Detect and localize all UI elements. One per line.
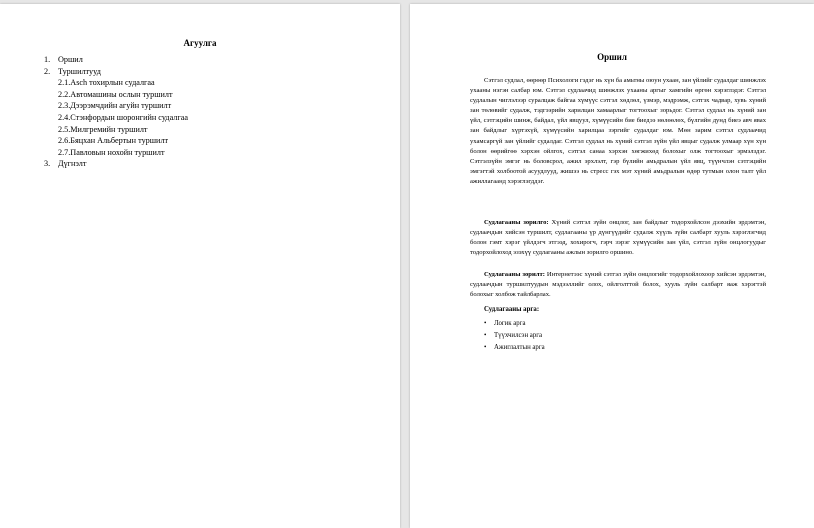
toc-subitem[interactable]: 2.2.Автомашины ослын туршилт	[58, 89, 173, 99]
list-item: • Логик арга	[484, 318, 545, 330]
methods-heading: Судлагааны арга:	[484, 306, 540, 313]
methods-list	[484, 318, 545, 355]
intro-paragraph: Сэтгэл судлал, өөрөөр Психологи гэдэг нь хүн ба амьтны оюун ухаан, зан үйлийг судалдаг шинжлэх ухааны нэгэн салбар юм. Сэтгэл судлаачид шинжлэх ухааны аргыг хамгийн өргөн хэрэглэдэг. Сэтгэл судлалын чиглэлээр суралцаж байгаа хүмүүс сэтгэл хөдлөл, үзмэр, мэдрэмж, сэтгэх чадвар, хувь хүний зан төлөвийг судалж, тэдгээрийн харилцан хамаарлыг тогтоохыг зорьдог. Сэтгэл судлал нь хүний зан үйл, сэтгэцийн шинж, байдал, үйл явцуул, хүмүүсийн бие биедээ нөлөөлөх, бүлгийн дунд биеэ авч явах зан байдлыг хүртэхүй, хүмүүсийн харилцаа зэргийг судалдаг юм. Мөн зарим сэтгэл судлаачид ухамсаргүй зан үйлийг судалдаг. Сэтгэл судлал нь хүний сэтгэл зүйн үйл явцыг судалж улмаар хүн хүн болон өөрийгөө хэрхэн ойлгох, сэтгэл санаа хэрхэн хөгжихөд болохыг олж тогтоохыг эрмэлздэг. Сэтгэлзүйн эмгэг нь боловсрол, ажил эрхлэлт, гэр бүлийн амьдралын үйл явц, түүнчлэн сэтгэцийн эмгэгтэй холбоотой асуудлууд, жишээ нь стресс гэх мэт хүний амьдралын өдөр тутмын олон талт үйл ажиллагаанд хэрэглэгддэг.	[470, 77, 766, 185]
goal-paragraph	[470, 218, 766, 258]
toc-subitem[interactable]: 2.5.Милгремийн туршилт	[58, 124, 148, 134]
toc-subitem[interactable]: 2.1.Asch тохирлын судалгаа	[58, 78, 155, 88]
toc-subitem[interactable]: 2.3.Дээрэмчдийн агуйн туршилт	[58, 101, 172, 111]
toc-title: Агуулга	[183, 38, 217, 48]
goal-text: Хүний сэтгэл зүйн онцлог, зан байдлыг тодорхойлсон дээхийн эрдэмтэн, судлаачдын хийсэн туршилт, судлагааны үр дүнгүүдийг судалж хүүль зүйн салбарт хууль хэрэглэгчид болон гэмт хэрэг үйлдэгч этгээд, хохирогч, гэрч зэрэг хүмүүсийн зан үйл, сэтгэл зүйн онцлогуудыг тодорхойлоход эзэхүү судлагааны ажлын зорилго оршино.	[470, 219, 766, 257]
document-page-right	[410, 4, 814, 528]
list-item: • Түүхчилсэн арга	[484, 330, 545, 342]
toc-item[interactable]: 1. Оршил	[44, 55, 83, 64]
intro-title: Оршил	[597, 52, 627, 62]
document-page-left	[0, 4, 400, 528]
toc-subitem[interactable]: 2.4.Стэнфордын шоронгийн судалгаа	[58, 112, 188, 122]
toc-item[interactable]: 3. Дүгнэлт	[44, 159, 87, 169]
goal-label: Судлагааны зорилго:	[484, 219, 549, 226]
list-item: • Ажиглалтын арга	[484, 342, 545, 354]
task-paragraph	[470, 270, 766, 300]
toc-subitem[interactable]: 2.6.Бяцхан Альбертын туршилт	[58, 136, 169, 146]
toc-item[interactable]: 2. Туршилтууд	[44, 66, 101, 76]
toc-list	[44, 54, 188, 170]
task-text: Интернетээс хүний сэтгэл зүйн онцлогийг тодорхойлохоор хийсэн эрдэмтэн, судлаачдын туршилтуудын мэдээллийг олох, ойлголттой болох, хууль зүйн салбарт яаж хэрэгтэй болохыг холбож тайлбарлах.	[470, 271, 766, 299]
task-label: Судлагааны зорилт:	[484, 271, 545, 278]
toc-subitem[interactable]: 2.7.Павловын нохойн туршилт	[58, 147, 165, 157]
